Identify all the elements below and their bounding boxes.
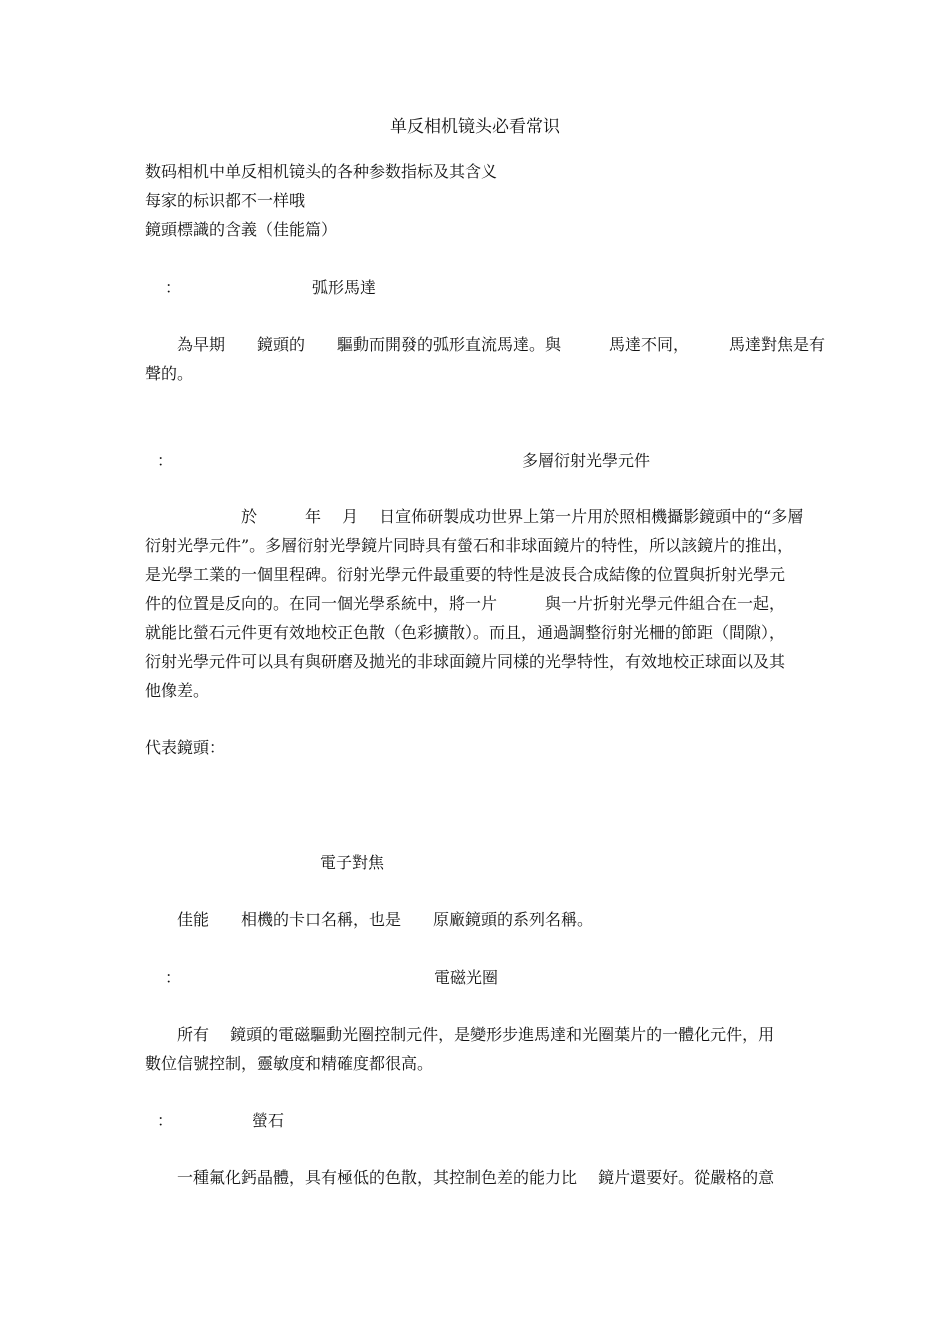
paragraph-line: 佳能 相機的卡口名稱，也是 原廠鏡頭的系列名稱。 [177, 910, 594, 929]
representative-lenses-label: 代表鏡頭： [145, 738, 226, 757]
term-heading: 多層衍射光學元件 [522, 451, 651, 470]
paragraph-line: 就能比螢石元件更有效地校正色散（色彩擴散）。而且，通過調整衍射光柵的節距（間隙）， [145, 623, 786, 642]
paragraph-line: 所有 鏡頭的電磁驅動光圈控制元件，是變形步進馬達和光圈葉片的一體化元件，用 [177, 1025, 775, 1044]
paragraph-line: 聲的。 [145, 364, 194, 383]
paragraph-line: 他像差。 [145, 681, 210, 700]
term-colon: ： [165, 278, 182, 297]
term-heading: 螢石 [252, 1111, 285, 1130]
intro-line: 鏡頭標識的含義（佳能篇） [145, 220, 338, 239]
paragraph-line: 於 年 月 日宣佈研製成功世界上第一片用於照相機攝影鏡頭中的“多層 [145, 507, 804, 526]
term-colon: ： [165, 968, 182, 987]
term-heading: 弧形馬達 [312, 278, 377, 297]
term-heading: 電磁光圈 [434, 968, 499, 987]
paragraph-line: 衍射光學元件”。多層衍射光學鏡片同時具有螢石和非球面鏡片的特性，所以該鏡片的推出， [145, 536, 794, 555]
term-colon: ： [157, 451, 174, 470]
paragraph-line: 是光學工業的一個里程碑。衍射光學元件最重要的特性是波長合成結像的位置與折射光學元 [145, 565, 786, 584]
term-colon: ： [157, 1111, 174, 1130]
paragraph-line: 為早期 鏡頭的 驅動而開發的弧形直流馬達。與 馬達不同， 馬達對焦是有 [177, 335, 826, 354]
paragraph-line: 數位信號控制，靈敏度和精確度都很高。 [145, 1054, 434, 1073]
intro-line: 数码相机中单反相机镜头的各种参数指标及其含义 [145, 162, 498, 181]
intro-line: 每家的标识都不一样哦 [145, 191, 306, 210]
paragraph-line: 件的位置是反向的。在同一個光學系統中，將一片 與一片折射光學元件組合在一起， [145, 594, 786, 613]
paragraph-line: 衍射光學元件可以具有與研磨及拋光的非球面鏡片同樣的光學特性，有效地校正球面以及其 [145, 652, 786, 671]
paragraph-line: 一種氟化鈣晶體，具有極低的色散，其控制色差的能力比 鏡片還要好。從嚴格的意 [177, 1168, 775, 1187]
term-heading: 電子對焦 [320, 853, 385, 872]
document-title: 单反相机镜头必看常识 [390, 117, 560, 137]
